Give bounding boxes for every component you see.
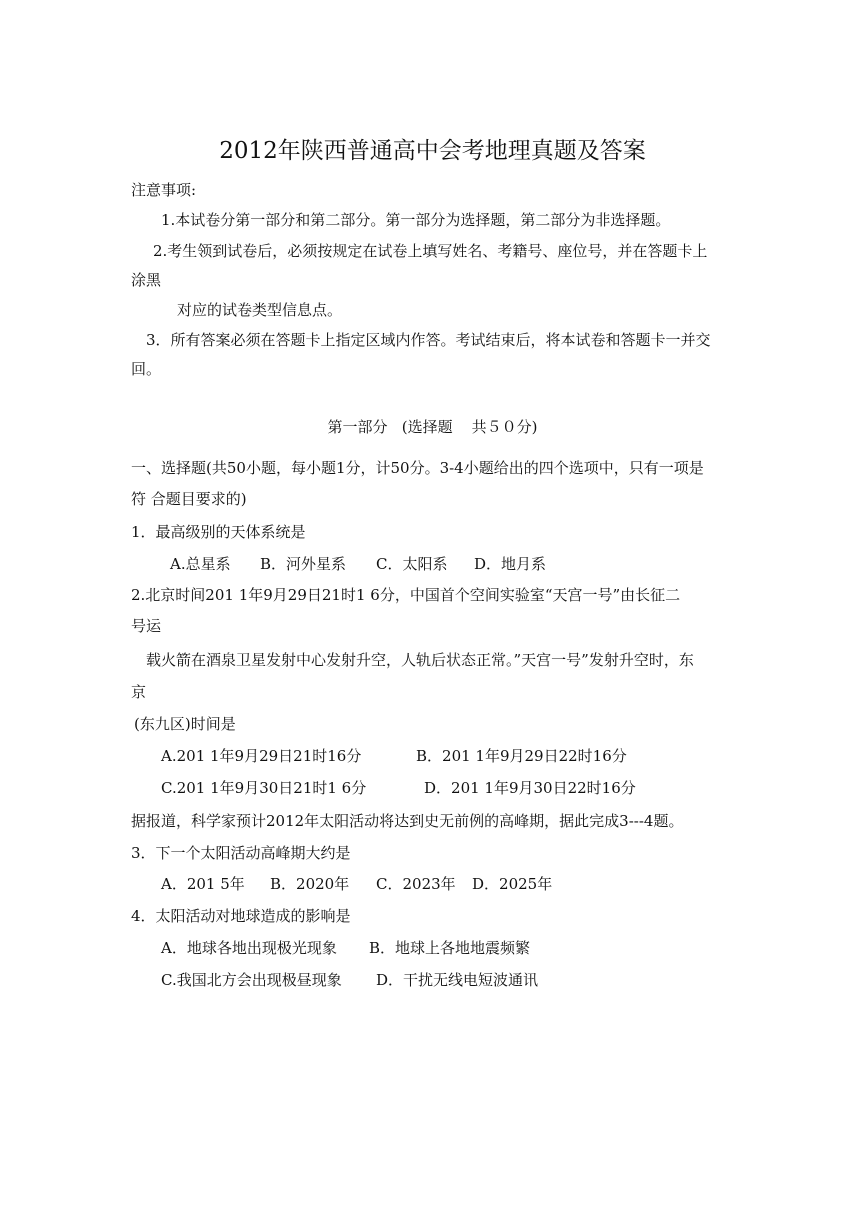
question-1-option-a: A.总星系 bbox=[170, 555, 231, 573]
question-4-stem: 4．太阳活动对地球造成的影响是 bbox=[131, 907, 351, 925]
question-2-option-d: D．201 1年9月30日22时16分 bbox=[424, 779, 636, 797]
question-3-option-d: D．2025年 bbox=[472, 875, 553, 893]
question-2-stem-line-4: 京 bbox=[131, 683, 147, 701]
question-4-option-d: D．干扰无线电短波通讯 bbox=[376, 971, 539, 989]
notice-heading: 注意事项: bbox=[131, 181, 197, 199]
question-4-option-a: A．地球各地出现极光现象 bbox=[161, 939, 337, 957]
page-title: 2012年陕西普通高中会考地理真题及答案 bbox=[219, 138, 646, 164]
question-2-stem-line-3: 载火箭在酒泉卫星发射中心发射升空，人轨后状态正常。”天宫一号”发射升空时，东 bbox=[146, 651, 694, 669]
notice-item-2-line-2: 涂黑 bbox=[131, 271, 162, 289]
question-3-option-a: A．201 5年 bbox=[161, 875, 245, 893]
notice-item-2-line-1: 2.考生领到试卷后，必须按规定在试卷上填写姓名、考籍号、座位号，并在答题卡上 bbox=[153, 242, 708, 260]
notice-item-3-line-2: 回。 bbox=[131, 360, 162, 378]
question-1-option-c: C．太阳系 bbox=[376, 555, 448, 573]
notice-item-3-line-1: 3．所有答案必须在答题卡上指定区域内作答。考试结束后，将本试卷和答题卡一并交 bbox=[146, 331, 711, 349]
question-2-option-b: B．201 1年9月29日22时16分 bbox=[416, 747, 627, 765]
question-2-stem-line-2: 号运 bbox=[131, 617, 162, 635]
section-intro-line-1: 一、选择题(共50小题，每小题1分，计50分。3-4小题给出的四个选项中，只有一项是 bbox=[131, 459, 704, 477]
question-3-option-b: B．2020年 bbox=[270, 875, 350, 893]
question-1-option-b: B．河外星系 bbox=[260, 555, 347, 573]
section-intro-line-2: 符 合题目要求的) bbox=[131, 490, 247, 508]
questions-3-4-shared-stem: 据报道，科学家预计2012年太阳活动将达到史无前例的高峰期，据此完成3---4题。 bbox=[131, 812, 684, 830]
question-3-stem: 3．下一个太阳活动高峰期大约是 bbox=[131, 844, 351, 862]
question-2-stem-line-1: 2.北京时间201 1年9月29日21时1 6分，中国首个空间实验室“天宫一号”由长征二 bbox=[131, 586, 681, 604]
question-1-option-d: D．地月系 bbox=[474, 555, 547, 573]
notice-item-2-line-3: 对应的试卷类型信息点。 bbox=[177, 301, 343, 319]
question-2-option-a: A.201 1年9月29日21时16分 bbox=[161, 747, 362, 765]
question-2-option-c: C.201 1年9月30日21时1 6分 bbox=[161, 779, 367, 797]
notice-item-1: 1.本试卷分第一部分和第二部分。第一部分为选择题，第二部分为非选择题。 bbox=[161, 211, 671, 229]
question-3-option-c: C．2023年 bbox=[376, 875, 456, 893]
question-4-option-b: B．地球上各地地震频繁 bbox=[369, 939, 531, 957]
section-title: 第一部分 (选择题 共５０分) bbox=[327, 418, 538, 436]
question-2-stem-line-5: (东九区)时间是 bbox=[134, 715, 236, 733]
question-4-option-c: C.我国北方会出现极昼现象 bbox=[161, 971, 342, 989]
question-1-stem: 1．最高级别的天体系统是 bbox=[131, 523, 306, 541]
